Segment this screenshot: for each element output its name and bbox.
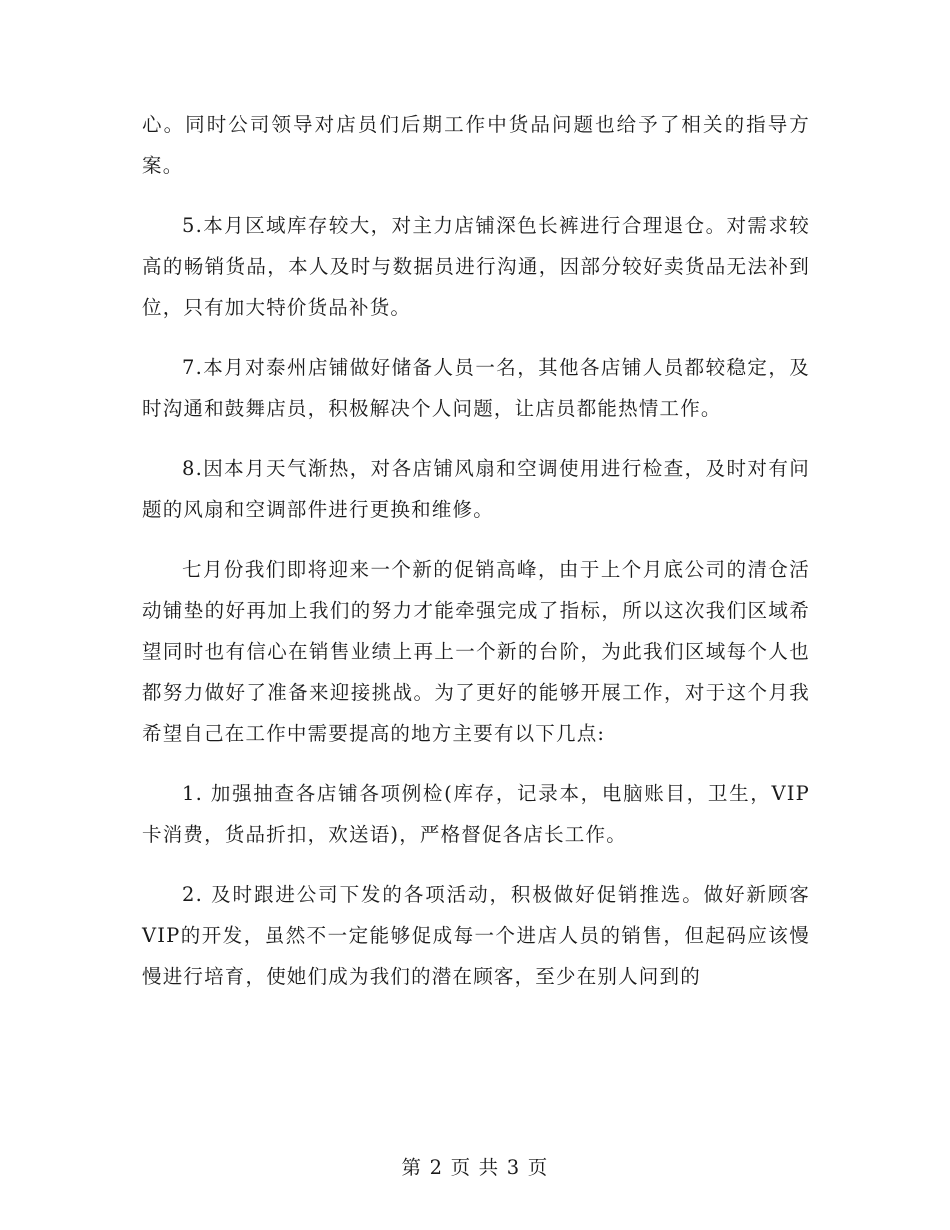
paragraph-july-plan: 七月份我们即将迎来一个新的促销高峰，由于上个月底公司的清仓活动铺垫的好再加上我们的努力才能牵强完成了指标，所以这次我们区域希望同时也有信心在销售业绩上再上一个新的台阶，为此我们区域每个人也都努力做好了准备来迎接挑战。为了更好的能够开展工作，对于这个月我希望自己在工作中需要提高的地方主要有以下几点:: [142, 558, 810, 745]
paragraph-item-7: 7.本月对泰州店铺做好储备人员一名，其他各店铺人员都较稳定，及时沟通和鼓舞店员，积极解决个人问题，让店员都能热情工作。: [142, 356, 810, 420]
paragraph-goal-2: 2. 及时跟进公司下发的各项活动，积极做好促销推选。做好新顾客VIP的开发，虽然不一定能够促成每一个进店人员的销售，但起码应该慢慢进行培育，使她们成为我们的潜在顾客，至少在别人问到的: [142, 883, 810, 988]
paragraph-continuation: 心。同时公司领导对店员们后期工作中货品问题也给予了相关的指导方案。: [142, 113, 810, 177]
page-number-footer: 第 2 页 共 3 页: [401, 1156, 549, 1179]
paragraph-item-8: 8.因本月天气渐热，对各店铺风扇和空调使用进行检查，及时对有问题的风扇和空调部件进行更换和维修。: [142, 457, 810, 521]
document-body: [142, 104, 810, 1016]
paragraph-goal-1: 1. 加强抽查各店铺各项例检(库存，记录本，电脑账目，卫生，VIP卡消费，货品折扣，欢送语)，严格督促各店长工作。: [142, 782, 810, 846]
paragraph-item-5: 5.本月区域库存较大，对主力店铺深色长裤进行合理退仓。对需求较高的畅销货品，本人及时与数据员进行沟通，因部分较好卖货品无法补到位，只有加大特价货品补货。: [142, 214, 810, 319]
